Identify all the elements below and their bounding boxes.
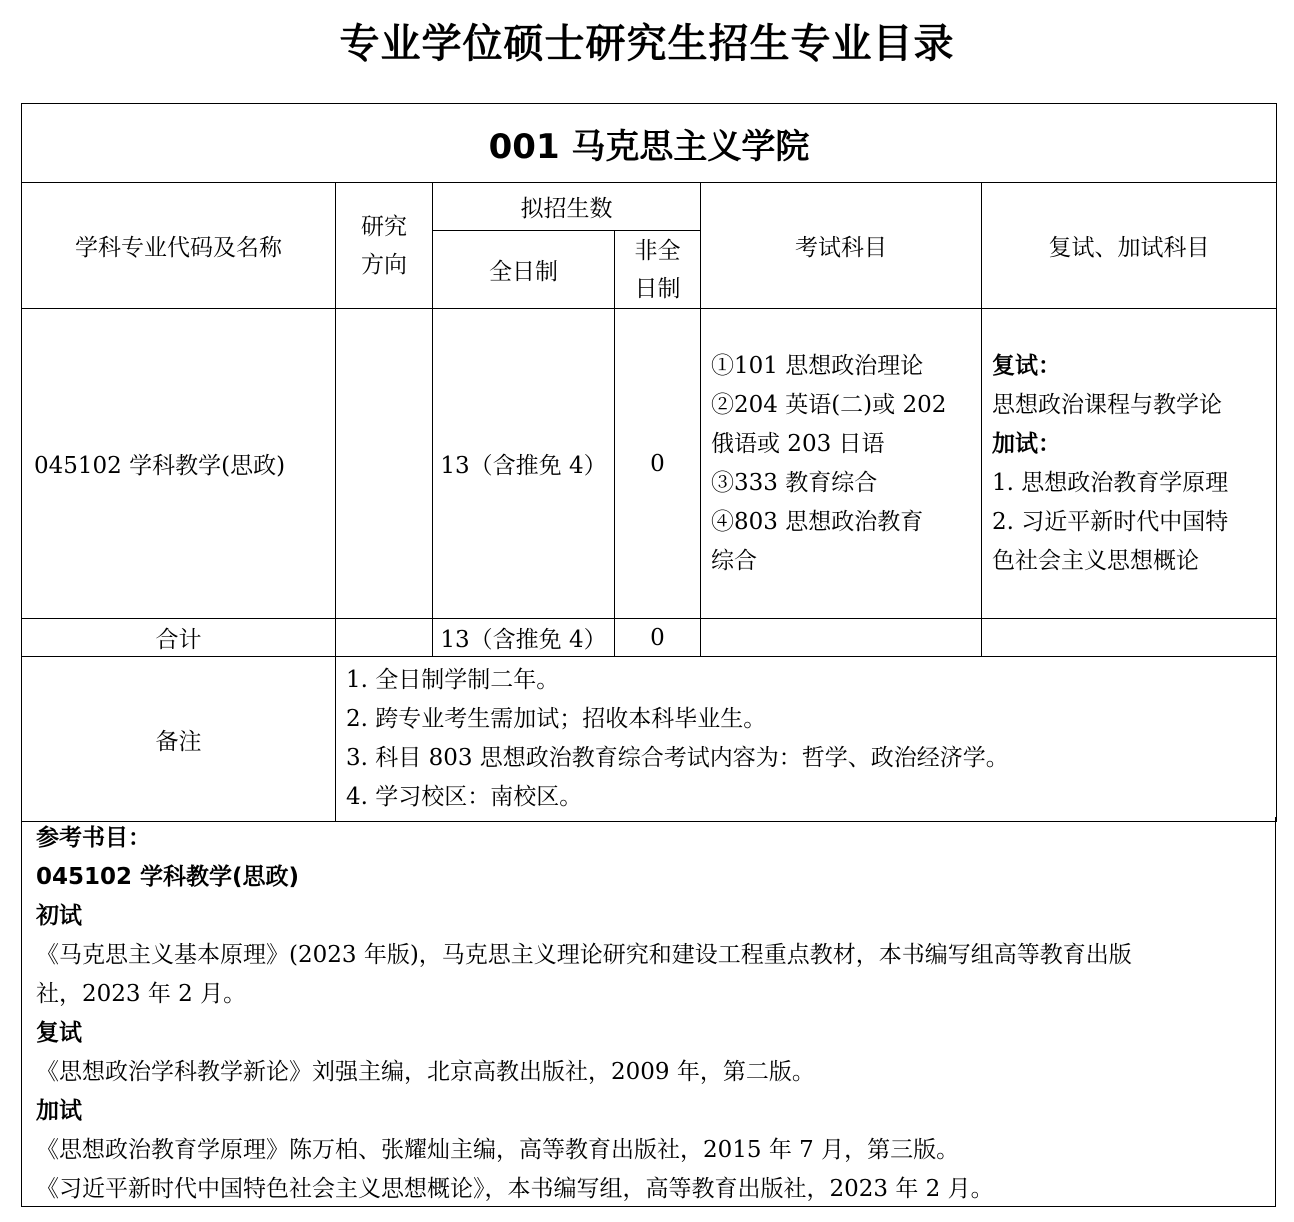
header-parttime xyxy=(615,231,701,309)
notes-row xyxy=(22,657,1277,822)
retest-subject: 思想政治课程与教学论 xyxy=(992,391,1222,418)
total-label: 合计 xyxy=(22,619,336,657)
exam-subject-line: ④803 思想政治教育 xyxy=(711,508,924,535)
total-row xyxy=(22,619,1277,657)
note-item: 4. 学习校区：南校区。 xyxy=(346,784,583,810)
header-direction xyxy=(336,183,433,309)
retest-heading: 复试 xyxy=(36,1020,82,1046)
direction-cell xyxy=(336,309,433,619)
initial-exam-heading: 初试 xyxy=(36,903,82,929)
total-retest xyxy=(982,619,1277,657)
exam-subject-line: ③333 教育综合 xyxy=(711,469,878,496)
exam-subject-line: 综合 xyxy=(711,547,757,574)
references-heading: 参考书目： xyxy=(36,825,151,851)
reference-book: 《马克思主义基本原理》(2023 年版)，马克思主义理论研究和建设工程重点教材，本书编写组高等教育出版 xyxy=(36,942,1132,968)
references-major: 045102 学科教学(思政) xyxy=(36,864,300,890)
header-retest: 复试、加试科目 xyxy=(982,183,1277,309)
references-section xyxy=(21,817,1276,1207)
notes-label: 备注 xyxy=(22,657,336,822)
extra-subject: 2. 习近平新时代中国特 xyxy=(992,508,1229,535)
total-parttime: 0 xyxy=(615,619,701,657)
total-direction xyxy=(336,619,433,657)
header-direction-line2: 方向 xyxy=(361,251,407,278)
reference-book: 《思想政治教育学原理》陈万柏、张耀灿主编，高等教育出版社，2015 年 7 月，第三版。 xyxy=(36,1137,960,1163)
note-item: 2. 跨专业考生需加试；招收本科毕业生。 xyxy=(346,706,767,732)
notes-content xyxy=(336,657,1277,822)
header-parttime-line2: 日制 xyxy=(634,275,681,302)
exam-subject-line: ①101 思想政治理论 xyxy=(711,352,924,379)
extra-exam-heading: 加试 xyxy=(36,1098,82,1124)
reference-book: 社，2023 年 2 月。 xyxy=(36,981,247,1007)
note-item: 1. 全日制学制二年。 xyxy=(346,667,560,693)
note-item: 3. 科目 803 思想政治教育综合考试内容为：哲学、政治经济学。 xyxy=(346,745,1009,771)
reference-book: 《思想政治学科教学新论》刘强主编，北京高教出版社，2009 年，第二版。 xyxy=(36,1059,815,1085)
retest-label: 复试： xyxy=(992,352,1061,379)
header-major: 学科专业代码及名称 xyxy=(22,183,336,309)
header-exam: 考试科目 xyxy=(701,183,982,309)
reference-book: 《习近平新时代中国特色社会主义思想概论》，本书编写组，高等教育出版社，2023 年 2 月。 xyxy=(36,1176,994,1202)
catalog-table xyxy=(21,103,1277,822)
college-name: 001 马克思主义学院 xyxy=(22,104,1277,183)
exam-subjects-cell xyxy=(701,309,982,619)
exam-subject-line: 俄语或 203 日语 xyxy=(711,430,885,457)
table-row xyxy=(22,309,1277,619)
exam-subject-line: ②204 英语(二)或 202 xyxy=(711,391,947,418)
header-fulltime: 全日制 xyxy=(433,231,615,309)
extra-subject: 色社会主义思想概论 xyxy=(992,547,1199,574)
page-title: 专业学位硕士研究生招生专业目录 xyxy=(339,21,955,67)
major-cell: 045102 学科教学(思政) xyxy=(22,309,336,619)
parttime-cell: 0 xyxy=(615,309,701,619)
total-fulltime: 13（含推免 4） xyxy=(433,619,615,657)
extra-label: 加试： xyxy=(992,430,1061,457)
retest-cell xyxy=(982,309,1277,619)
fulltime-cell: 13（含推免 4） xyxy=(433,309,615,619)
total-exam xyxy=(701,619,982,657)
header-direction-line1: 研究 xyxy=(361,213,407,240)
header-parttime-line1: 非全 xyxy=(634,237,681,264)
extra-subject: 1. 思想政治教育学原理 xyxy=(992,469,1229,496)
header-planned: 拟招生数 xyxy=(433,183,701,231)
